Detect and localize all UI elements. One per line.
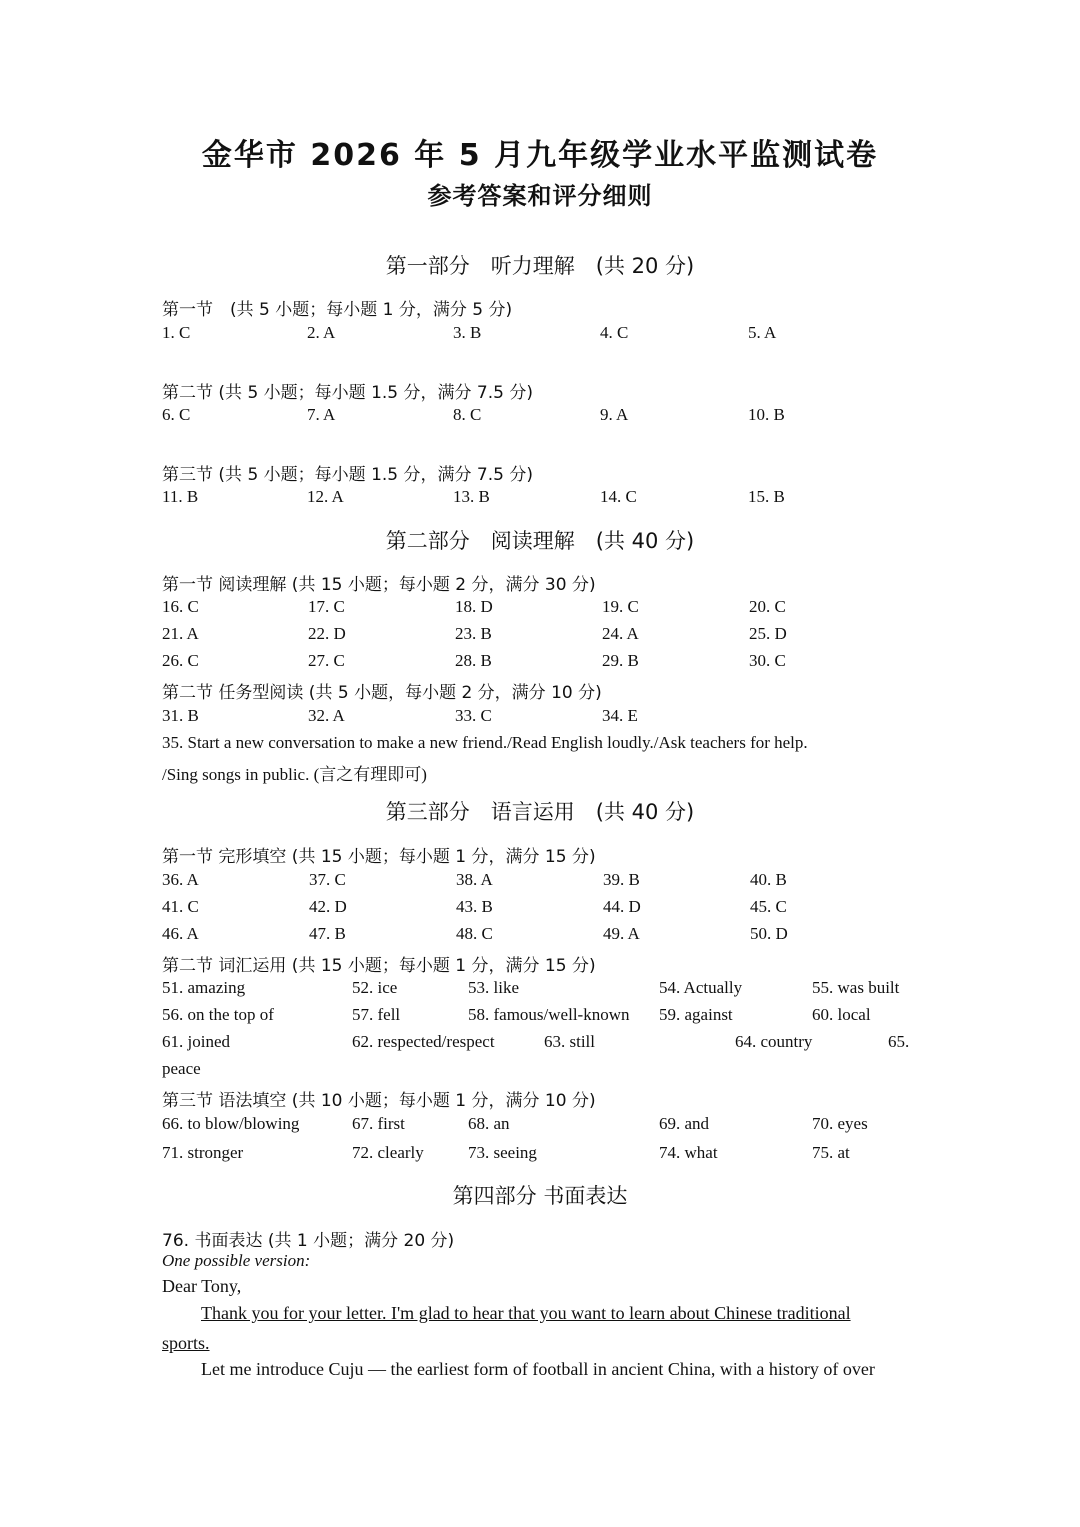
- answer-item: 4. C: [600, 323, 629, 342]
- answer-item: 68. an: [468, 1114, 510, 1133]
- answer-item: 65.: [888, 1032, 910, 1051]
- letter-paragraph1-line1: Thank you for your letter. I'm glad to hear that you want to learn about Chinese traditional: [201, 1303, 851, 1323]
- answer-item: 40. B: [750, 870, 787, 889]
- answer-item: 24. A: [602, 624, 639, 643]
- part1-title: 第一部分 听力理解 (共 20 分): [385, 254, 695, 278]
- answer-item: 2. A: [307, 323, 336, 342]
- answer-item: 1. C: [162, 323, 191, 342]
- part3-sec3-head: 第三节 语法填空 (共 10 小题；每小题 1 分，满分 10 分): [162, 1091, 596, 1111]
- letter-paragraph2-line1: Let me introduce Cuju — the earliest form of football in ancient China, with a history of over: [201, 1359, 875, 1379]
- answer-item: 16. C: [162, 597, 199, 616]
- answer-item: 21. A: [162, 624, 199, 643]
- part1-sec2-head: 第二节 (共 5 小题；每小题 1.5 分，满分 7.5 分): [162, 383, 533, 403]
- answer-item: 36. A: [162, 870, 199, 889]
- answer-item: 74. what: [659, 1143, 718, 1162]
- part2-title: 第二部分 阅读理解 (共 40 分): [385, 529, 695, 553]
- answer-item: 7. A: [307, 405, 336, 424]
- answer-item: 70. eyes: [812, 1114, 868, 1133]
- document-subtitle: 参考答案和评分细则: [427, 182, 653, 210]
- answer-item: 5. A: [748, 323, 777, 342]
- answer-item: 9. A: [600, 405, 629, 424]
- answer-item: 13. B: [453, 487, 490, 506]
- part1-sec3-head: 第三节 (共 5 小题；每小题 1.5 分，满分 7.5 分): [162, 465, 533, 485]
- answer-item: 60. local: [812, 1005, 871, 1024]
- answer-item: 46. A: [162, 924, 199, 943]
- answer-item: 29. B: [602, 651, 639, 670]
- q35-answer-line2: /Sing songs in public. (言之有理即可): [162, 765, 427, 784]
- answer-item: 62. respected/respect: [352, 1032, 495, 1051]
- answer-item: 64. country: [735, 1032, 813, 1051]
- answer-item: 48. C: [456, 924, 493, 943]
- answer-item: 72. clearly: [352, 1143, 424, 1162]
- answer-item: 49. A: [603, 924, 640, 943]
- answer-item: 75. at: [812, 1143, 850, 1162]
- answer-item: 3. B: [453, 323, 482, 342]
- answer-item: 8. C: [453, 405, 482, 424]
- answer-item: 18. D: [455, 597, 493, 616]
- answer-item: 59. against: [659, 1005, 733, 1024]
- answer-item: 71. stronger: [162, 1143, 244, 1162]
- answer-item: 32. A: [308, 706, 345, 725]
- answer-item: 69. and: [659, 1114, 710, 1133]
- answer-item: 30. C: [749, 651, 786, 670]
- answer-item: 27. C: [308, 651, 345, 670]
- answer-item: 17. C: [308, 597, 345, 616]
- answer-item: 25. D: [749, 624, 787, 643]
- answer-item: 50. D: [750, 924, 788, 943]
- answer-item: peace: [162, 1059, 201, 1078]
- part4-title: 第四部分 书面表达: [452, 1184, 628, 1208]
- answer-item: 33. C: [455, 706, 492, 725]
- answer-item: 73. seeing: [468, 1143, 537, 1162]
- answer-item: 44. D: [603, 897, 641, 916]
- answer-item: 10. B: [748, 405, 785, 424]
- q76-head: 76. 书面表达 (共 1 小题；满分 20 分): [162, 1231, 455, 1251]
- answer-item: 47. B: [309, 924, 346, 943]
- q35-answer-line1: 35. Start a new conversation to make a new friend./Read English loudly./Ask teachers for help.: [162, 733, 808, 752]
- answer-item: 57. fell: [352, 1005, 401, 1024]
- answer-item: 56. on the top of: [162, 1005, 274, 1024]
- answer-item: 53. like: [468, 978, 519, 997]
- version-label: One possible version:: [162, 1251, 311, 1270]
- answer-item: 31. B: [162, 706, 199, 725]
- answer-item: 23. B: [455, 624, 492, 643]
- answer-item: 43. B: [456, 897, 493, 916]
- answer-item: 38. A: [456, 870, 493, 889]
- answer-item: 12. A: [307, 487, 344, 506]
- answer-item: 19. C: [602, 597, 639, 616]
- answer-item: 20. C: [749, 597, 786, 616]
- letter-paragraph1-line2: sports.: [162, 1333, 210, 1353]
- answer-item: 54. Actually: [659, 978, 743, 997]
- answer-item: 55. was built: [812, 978, 900, 997]
- letter-salutation: Dear Tony,: [162, 1276, 242, 1296]
- answer-item: 66. to blow/blowing: [162, 1114, 300, 1133]
- answer-item: 52. ice: [352, 978, 398, 997]
- answer-item: 67. first: [352, 1114, 405, 1133]
- answer-item: 51. amazing: [162, 978, 246, 997]
- answer-item: 11. B: [162, 487, 199, 506]
- document-title: 金华市 2026 年 5 月九年级学业水平监测试卷: [201, 138, 879, 173]
- answer-item: 22. D: [308, 624, 346, 643]
- part3-sec2-head: 第二节 词汇运用 (共 15 小题；每小题 1 分，满分 15 分): [162, 956, 596, 976]
- answer-item: 26. C: [162, 651, 199, 670]
- answer-item: 63. still: [544, 1032, 596, 1051]
- answer-item: 45. C: [750, 897, 787, 916]
- answer-item: 6. C: [162, 405, 191, 424]
- answer-item: 61. joined: [162, 1032, 230, 1051]
- answer-item: 34. E: [602, 706, 638, 725]
- answer-item: 58. famous/well-known: [468, 1005, 630, 1024]
- answer-item: 41. C: [162, 897, 199, 916]
- answer-item: 14. C: [600, 487, 637, 506]
- part2-sec2-head: 第二节 任务型阅读 (共 5 小题，每小题 2 分，满分 10 分): [162, 683, 602, 703]
- answer-item: 15. B: [748, 487, 785, 506]
- answer-item: 42. D: [309, 897, 347, 916]
- part2-sec1-head: 第一节 阅读理解 (共 15 小题；每小题 2 分，满分 30 分): [162, 575, 596, 595]
- answer-item: 37. C: [309, 870, 346, 889]
- part1-sec1-head: 第一节 (共 5 小题；每小题 1 分，满分 5 分): [162, 300, 513, 320]
- part3-title: 第三部分 语言运用 (共 40 分): [385, 800, 695, 824]
- part3-sec1-head: 第一节 完形填空 (共 15 小题；每小题 1 分，满分 15 分): [162, 847, 596, 867]
- answer-item: 28. B: [455, 651, 492, 670]
- answer-item: 39. B: [603, 870, 640, 889]
